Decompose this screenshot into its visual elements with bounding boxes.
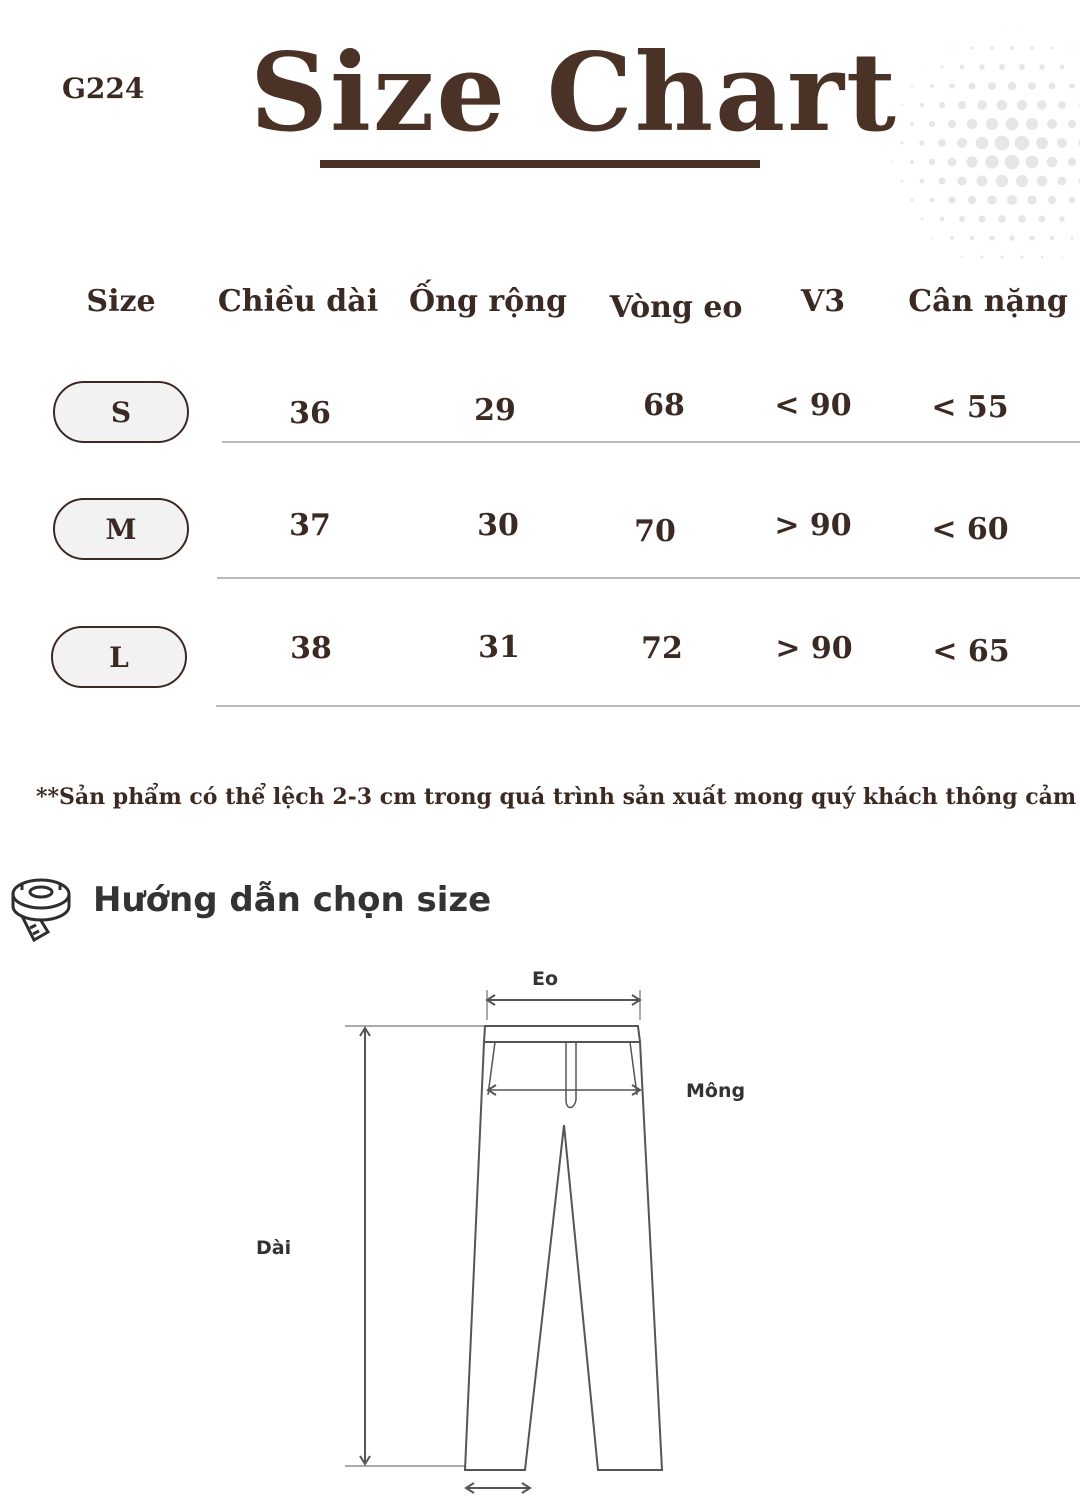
cell-weight: < 65	[932, 634, 1010, 669]
guide-title: Hướng dẫn chọn size	[93, 880, 492, 920]
label-length: Dài	[256, 1237, 292, 1259]
product-code: G224	[62, 72, 145, 105]
size-pill-m	[53, 498, 189, 560]
header-size: Size	[86, 284, 156, 319]
size-label: M	[105, 512, 137, 546]
row-divider	[216, 705, 1080, 707]
label-hip: Mông	[686, 1080, 746, 1102]
cell-leg-width: 31	[478, 630, 520, 665]
page-title: Size Chart	[250, 30, 898, 156]
measuring-tape-icon	[8, 872, 74, 946]
cell-v3: < 90	[774, 388, 852, 423]
header-weight: Cân nặng	[908, 284, 1068, 319]
cell-length: 36	[289, 396, 331, 431]
header-leg-width: Ống rộng	[409, 284, 567, 319]
cell-waist: 68	[643, 388, 685, 423]
label-waist: Eo	[532, 968, 559, 990]
cell-waist: 72	[641, 631, 683, 666]
header-length: Chiều dài	[217, 284, 379, 319]
cell-weight: < 55	[931, 390, 1009, 425]
cell-weight: < 60	[931, 512, 1009, 547]
header-v3: V3	[800, 284, 846, 319]
cell-v3: > 90	[774, 508, 852, 543]
size-pill-s	[53, 381, 189, 443]
row-divider	[222, 441, 1080, 443]
title-underline	[320, 160, 760, 168]
size-label: L	[109, 640, 129, 674]
cell-v3: > 90	[775, 631, 853, 666]
cell-length: 37	[289, 508, 331, 543]
header-waist: Vòng eo	[609, 290, 743, 325]
cell-leg-width: 30	[477, 508, 519, 543]
pants-measurement-diagram	[0, 950, 1080, 1500]
cell-leg-width: 29	[474, 393, 516, 428]
cell-waist: 70	[634, 514, 676, 549]
production-note: **Sản phẩm có thể lệch 2-3 cm trong quá trình sản xuất mong quý khách thông cảm	[36, 784, 1077, 810]
size-pill-l	[51, 626, 187, 688]
size-label: S	[110, 395, 132, 429]
row-divider	[217, 577, 1080, 579]
cell-length: 38	[290, 631, 332, 666]
